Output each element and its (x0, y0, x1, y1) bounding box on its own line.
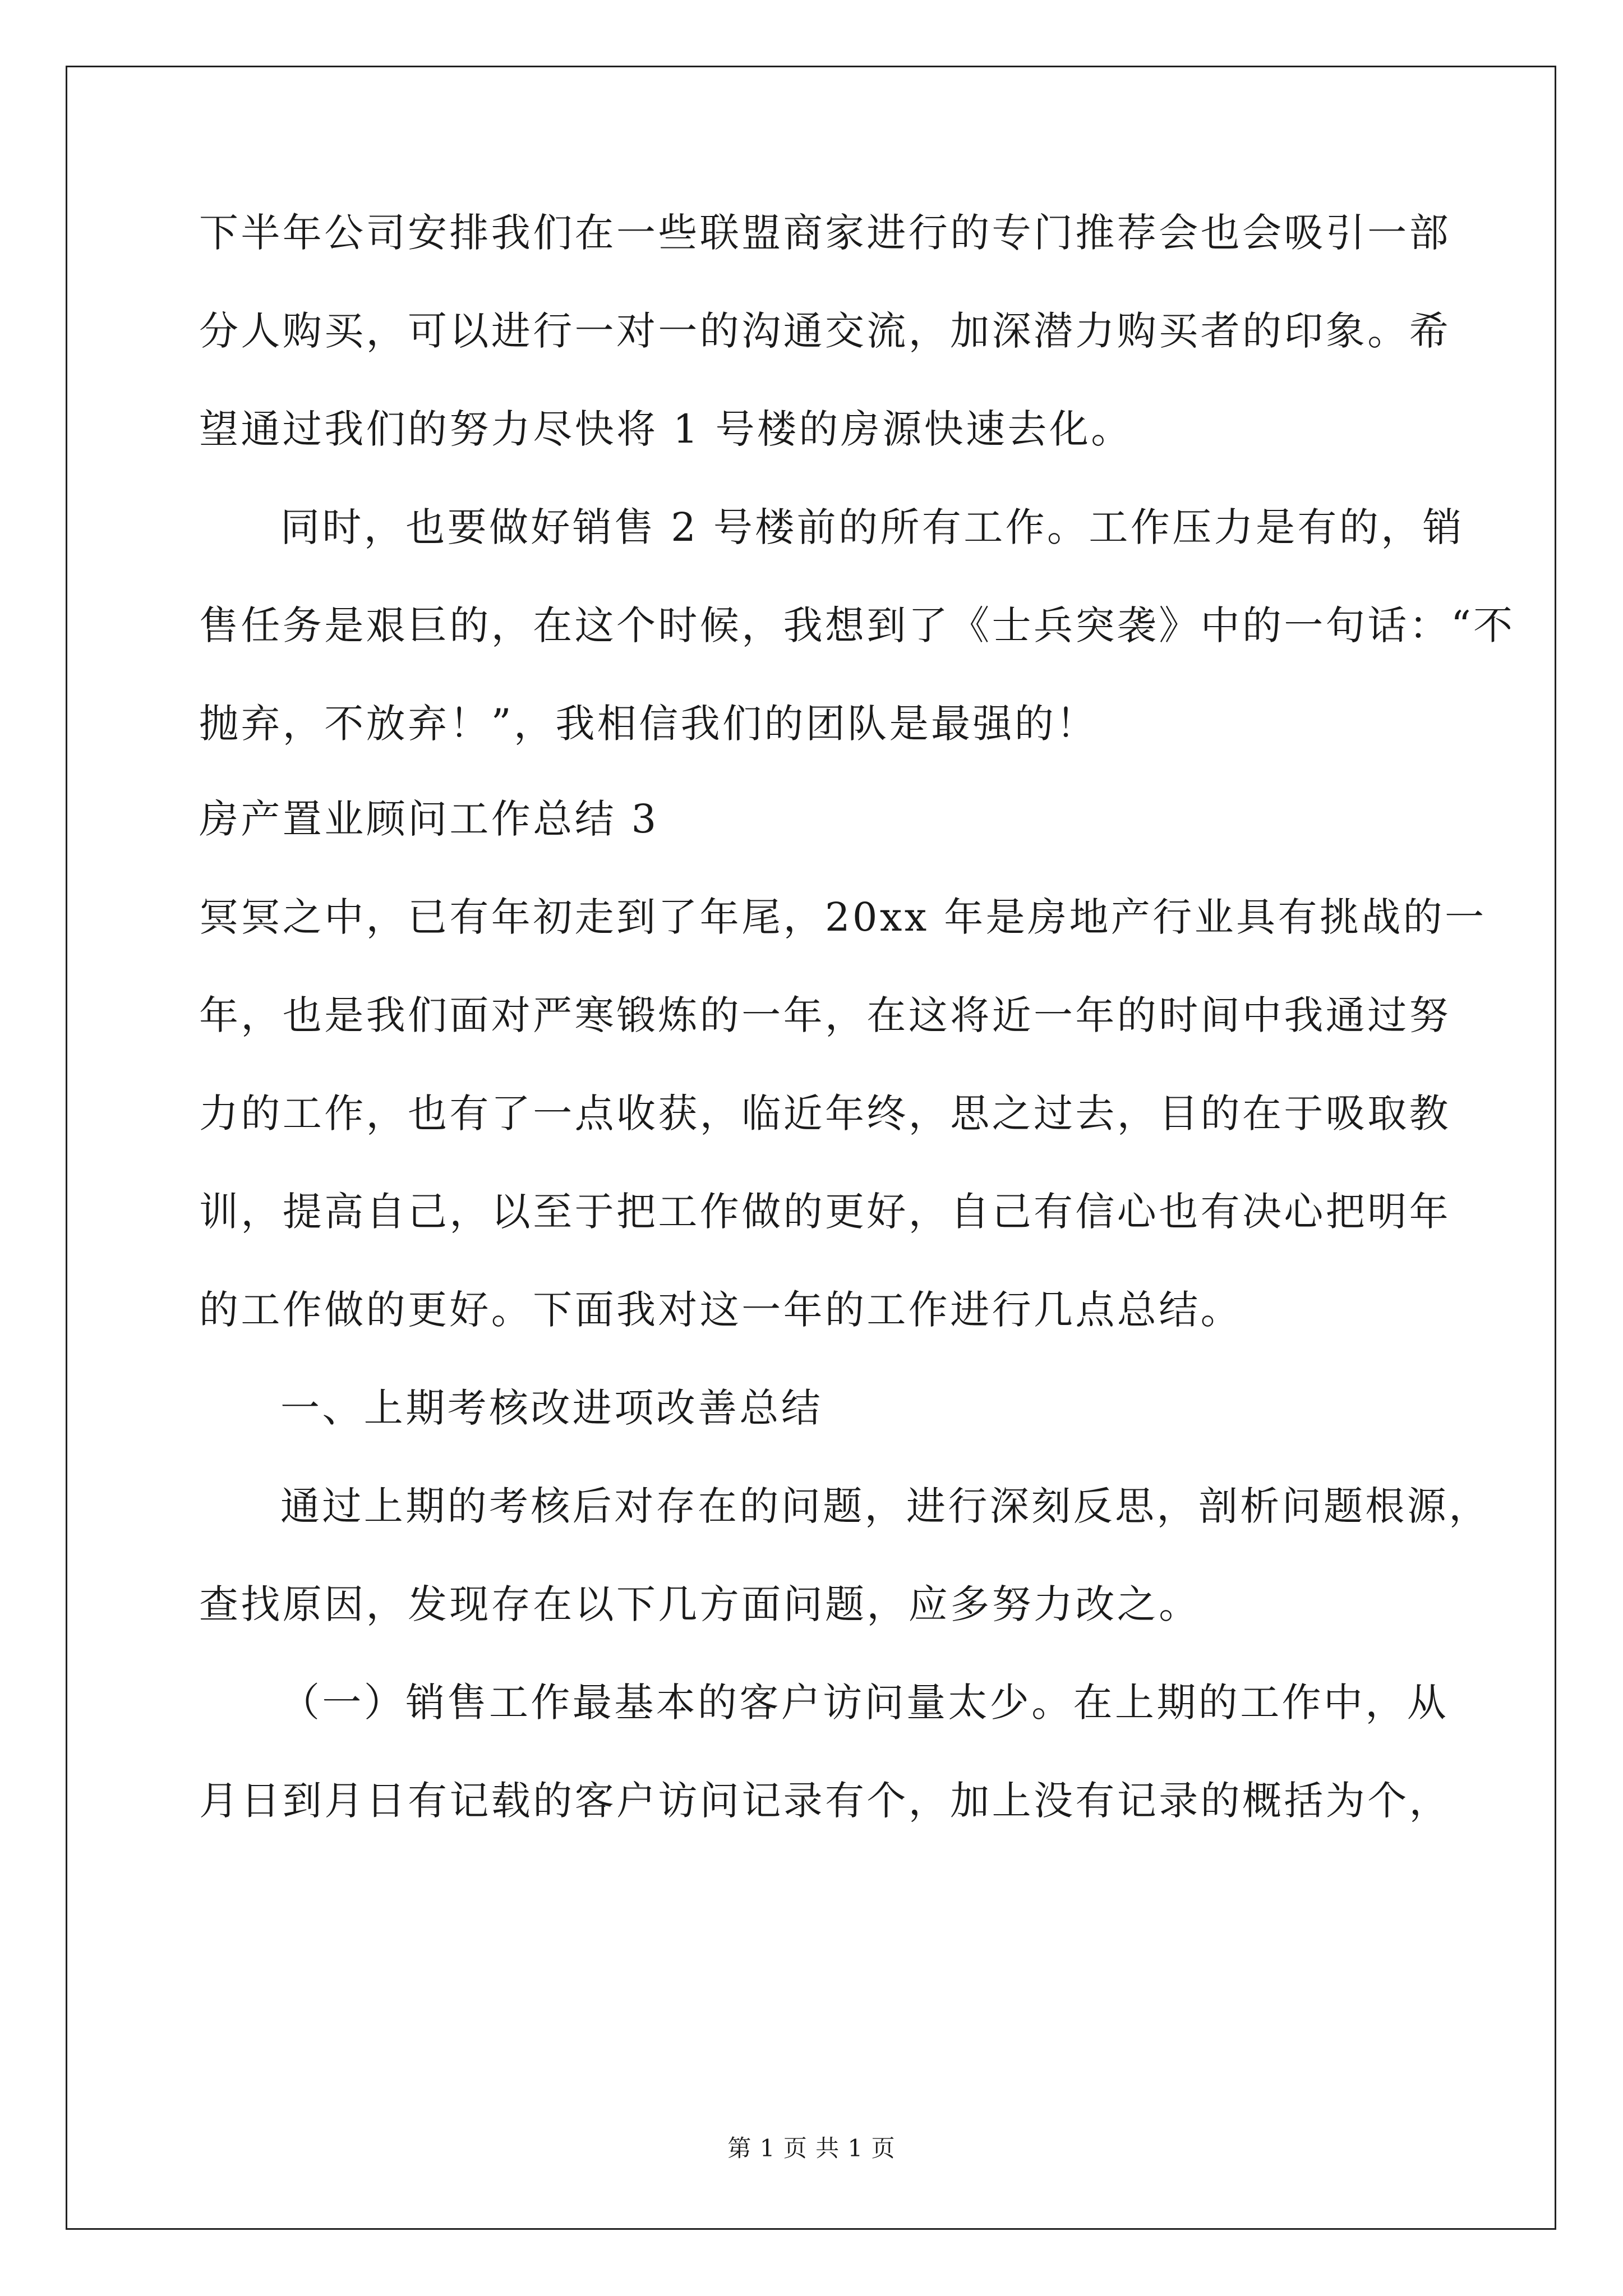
text-line: 抛弃，不放弃！”，我相信我们的团队是最强的！ (199, 701, 1098, 747)
text-line: 力的工作，也有了一点收获，临近年终，思之过去，目的在于吸取教 (199, 1091, 1451, 1137)
text-line: 月日到月日有记载的客户访问记录有个，加上没有记录的概括为个， (199, 1778, 1451, 1824)
text-line: 查找原因，发现存在以下几方面问题，应多努力改之。 (199, 1581, 1201, 1627)
text-line: 年，也是我们面对严寒锻炼的一年，在这将近一年的时间中我通过努 (199, 992, 1451, 1038)
page-footer: 第 1 页 共 1 页 (727, 2134, 896, 2162)
text-line: 冥冥之中，已有年初走到了年尾，20xx 年是房地产行业具有挑战的一 (199, 894, 1487, 940)
text-line: 同时，也要做好销售 2 号楼前的所有工作。工作压力是有的，销 (280, 504, 1465, 550)
text-line: 通过上期的考核后对存在的问题，进行深刻反思，剖析问题根源， (280, 1483, 1491, 1529)
text-line: 分人购买，可以进行一对一的沟通交流，加深潜力购买者的印象。希 (199, 308, 1451, 354)
text-line: 望通过我们的努力尽快将 1 号楼的房源快速去化。 (199, 406, 1133, 452)
section-heading: 房产置业顾问工作总结 3 (199, 796, 659, 842)
text-line: 下半年公司安排我们在一些联盟商家进行的专门推荐会也会吸引一部 (199, 210, 1451, 256)
text-line: 训，提高自己，以至于把工作做的更好，自己有信心也有决心把明年 (199, 1189, 1451, 1235)
page-border (66, 66, 1556, 2230)
subsection-heading: 一、上期考核改进项改善总结 (280, 1385, 823, 1431)
text-line: 售任务是艰巨的，在这个时候，我想到了《士兵突袭》中的一句话：“不 (199, 602, 1515, 648)
text-line: 的工作做的更好。下面我对这一年的工作进行几点总结。 (199, 1287, 1242, 1333)
text-line: （一）销售工作最基本的客户访问量太少。在上期的工作中，从 (280, 1680, 1449, 1726)
